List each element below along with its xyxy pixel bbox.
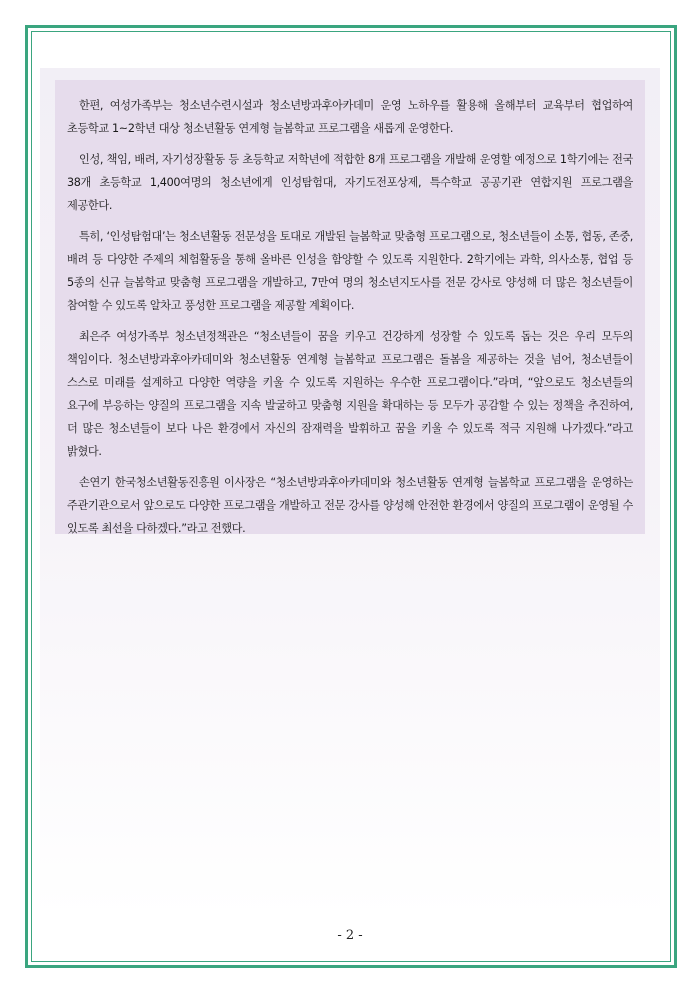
paragraph-chairman-quote: 손연기 한국청소년활동진흥원 이사장은 “청소년방과후아카데미와 청소년활동 연계형 늘봄학교 프로그램을 운영하는 주관기관으로서 앞으로도 다양한 프로그램을 개발하고 전문 강사를 양성해 안전한 환경에서 양질의 프로그램이 운영될 수 있도록 최선을 다하겠다.”라고 전했다. xyxy=(67,476,633,535)
page-number: - 2 - xyxy=(337,928,363,943)
paragraph-character-expedition: 특히, ‘인성탐험대’는 청소년활동 전문성을 토대로 개발된 늘봄학교 맞춤형 프로그램으로, 청소년들이 소통, 협동, 존중, 배려 등 다양한 주제의 체험활동을 통해 올바른 인성을 함양할 수 있도록 지원한다. 2학기에는 과학, 의사소통, 협업 등 5종의 신규 늘봄학교 맞춤형 프로그램을 개발하고, 7만여 명의 청소년지도사를 전문 강사로 양성해 더 많은 청소년들이 참여할 수 있도록 알차고 풍성한 프로그램을 제공할 계획이다. xyxy=(67,230,633,312)
paragraph-policy-officer-quote: 최은주 여성가족부 청소년정책관은 “청소년들이 꿈을 키우고 건강하게 성장할 수 있도록 돕는 것은 우리 모두의 책임이다. 청소년방과후아카데미와 청소년활동 연계형 늘봄학교 프로그램은 돌봄을 제공하는 것을 넘어, 청소년들이 스스로 미래를 설계하고 다양한 역량을 키울 수 있도록 지원하는 우수한 프로그램이다.”라며, “앞으로도 청소년들의 요구에 부응하는 양질의 프로그램을 지속 발굴하고 맞춤형 지원을 확대하는 등 모두가 공감할 수 있는 정책을 추진하여, 더 많은 청소년들이 보다 나은 환경에서 자신의 잠재력을 발휘하고 꿈을 키울 수 있도록 적극 지원해 나가겠다.”라고 밝혔다. xyxy=(67,330,633,458)
article-content-box xyxy=(55,80,645,534)
paragraph-intro: 한편, 여성가족부는 청소년수련시설과 청소년방과후아카데미 운영 노하우를 활용해 올해부터 교육부터 협업하여 초등학교 1~2학년 대상 청소년활동 연계형 늘봄학교 프로그램을 새롭게 운영한다. xyxy=(67,99,633,135)
paragraph-programs: 인성, 책임, 배려, 자기성장활동 등 초등학교 저학년에 적합한 8개 프로그램을 개발해 운영할 예정으로 1학기에는 전국 38개 초등학교 1,400여명의 청소년에게 인성탐험대, 자기도전포상제, 특수학교 공공기관 연합지원 프로그램을 제공한다. xyxy=(67,153,633,212)
